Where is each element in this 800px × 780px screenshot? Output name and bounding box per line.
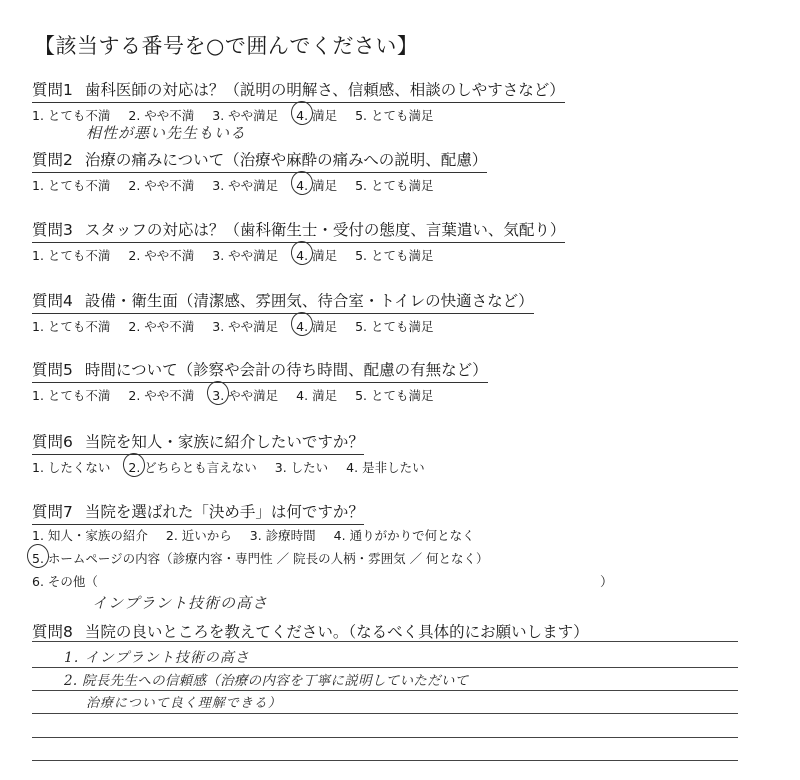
option-1[interactable]: 1. とても不満 — [32, 388, 111, 403]
options-7-line2 — [32, 549, 503, 567]
question-text: スタッフの対応は？（歯科衛生士・受付の態度、言葉遣い、気配り） — [84, 221, 566, 239]
options-7-line3 — [32, 572, 112, 590]
question-3 — [32, 218, 565, 243]
page-title: 【該当する番号を○で囲んでください】 — [34, 34, 419, 58]
option-2[interactable]: 2. 近いから — [165, 528, 232, 543]
option-5[interactable]: 5. とても満足 — [355, 108, 434, 123]
option-2[interactable]: 2. やや不満 — [128, 108, 195, 123]
question-number: 質問1 — [32, 81, 73, 99]
question-number: 質問8 — [32, 623, 73, 641]
question-5 — [32, 358, 488, 383]
handwritten-answer-3: 治療について良く理解できる） — [86, 696, 282, 711]
question-2 — [32, 148, 487, 173]
option-5[interactable]: 5. とても満足 — [355, 178, 434, 193]
handwritten-comment-q1: 相性が悪い先生もいる — [86, 124, 247, 142]
option-1[interactable]: 1. とても不満 — [32, 178, 111, 193]
answer-line — [32, 667, 738, 668]
question-number: 質問3 — [32, 221, 73, 239]
option-3[interactable]: 3. やや満足 — [212, 108, 279, 123]
question-7 — [32, 500, 364, 525]
question-6 — [32, 430, 364, 455]
option-3[interactable]: 3. したい — [274, 460, 329, 475]
question-text: 治療の痛みについて（治療や麻酔の痛みへの説明、配慮） — [84, 151, 488, 169]
option-4[interactable]: 4. 通りがかりで何となく — [333, 528, 475, 543]
handwritten-answer-1: 1. インプラント技術の高さ — [64, 650, 250, 666]
question-text: 設備・衛生面（清潔感、雰囲気、待合室・トイレの快適さなど） — [84, 292, 534, 310]
handwritten-comment-q7: インプラント技術の高さ — [92, 594, 269, 612]
question-number: 質問6 — [32, 433, 73, 451]
answer-line — [32, 760, 738, 761]
answer-line — [32, 641, 738, 642]
option-3-selected[interactable]: 3. やや満足 — [212, 388, 279, 403]
option-4-selected[interactable]: 4. 満足 — [296, 108, 338, 123]
options-2 — [32, 176, 447, 194]
options-6 — [32, 458, 439, 476]
options-4 — [32, 317, 447, 335]
question-text: 歯科医師の対応は？（説明の明解さ、信頼感、相談のしやすさなど） — [84, 81, 565, 99]
answer-line — [32, 713, 738, 714]
option-4-selected[interactable]: 4. 満足 — [296, 248, 338, 263]
option-2[interactable]: 2. やや不満 — [128, 248, 195, 263]
options-3 — [32, 246, 447, 264]
answer-line — [32, 737, 738, 738]
question-number: 質問5 — [32, 361, 73, 379]
option-5[interactable]: 5. とても満足 — [355, 319, 434, 334]
question-text: 当院を選ばれた「決め手」は何ですか？ — [84, 503, 364, 521]
option-2-selected[interactable]: 2. どちらとも言えない — [128, 460, 257, 475]
option-2[interactable]: 2. やや不満 — [128, 178, 195, 193]
question-1 — [32, 78, 565, 103]
question-text: 時間について（診察や会計の待ち時間、配慮の有無など） — [84, 361, 488, 379]
option-5[interactable]: 5. とても満足 — [355, 248, 434, 263]
question-4 — [32, 289, 534, 314]
option-3[interactable]: 3. やや満足 — [212, 248, 279, 263]
option-2[interactable]: 2. やや不満 — [128, 319, 195, 334]
other-close-paren: ） — [600, 575, 614, 590]
option-6-other[interactable]: 6. その他（ — [32, 574, 98, 589]
option-1[interactable]: 1. とても不満 — [32, 319, 111, 334]
answer-line — [32, 690, 738, 691]
option-1[interactable]: 1. とても不満 — [32, 248, 111, 263]
option-1[interactable]: 1. したくない — [32, 460, 111, 475]
option-2[interactable]: 2. やや不満 — [128, 388, 195, 403]
option-4-selected[interactable]: 4. 満足 — [296, 178, 338, 193]
option-3[interactable]: 3. やや満足 — [212, 319, 279, 334]
handwritten-answer-2: 2. 院長先生への信頼感（治療の内容を丁寧に説明していただいて — [64, 673, 469, 689]
options-7-line1 — [32, 526, 489, 544]
option-4-selected[interactable]: 4. 満足 — [296, 319, 338, 334]
question-number: 質問2 — [32, 151, 73, 169]
options-5 — [32, 386, 447, 404]
question-number: 質問4 — [32, 292, 73, 310]
option-5[interactable]: 5. とても満足 — [355, 388, 434, 403]
question-number: 質問7 — [32, 503, 73, 521]
question-text: 当院を知人・家族に紹介したいですか？ — [84, 433, 364, 451]
option-4[interactable]: 4. 満足 — [296, 388, 338, 403]
option-3[interactable]: 3. 診療時間 — [249, 528, 316, 543]
option-1[interactable]: 1. とても不満 — [32, 108, 111, 123]
option-1[interactable]: 1. 知人・家族の紹介 — [32, 528, 148, 543]
option-4[interactable]: 4. 是非したい — [346, 460, 425, 475]
option-5-selected[interactable]: 5. ホームページの内容（診療内容・専門性 ／ 院長の人柄・雰囲気 ／ 何となく） — [32, 551, 489, 566]
option-3[interactable]: 3. やや満足 — [212, 178, 279, 193]
question-text: 当院の良いところを教えてください。（なるべく具体的にお願いします） — [84, 623, 589, 641]
